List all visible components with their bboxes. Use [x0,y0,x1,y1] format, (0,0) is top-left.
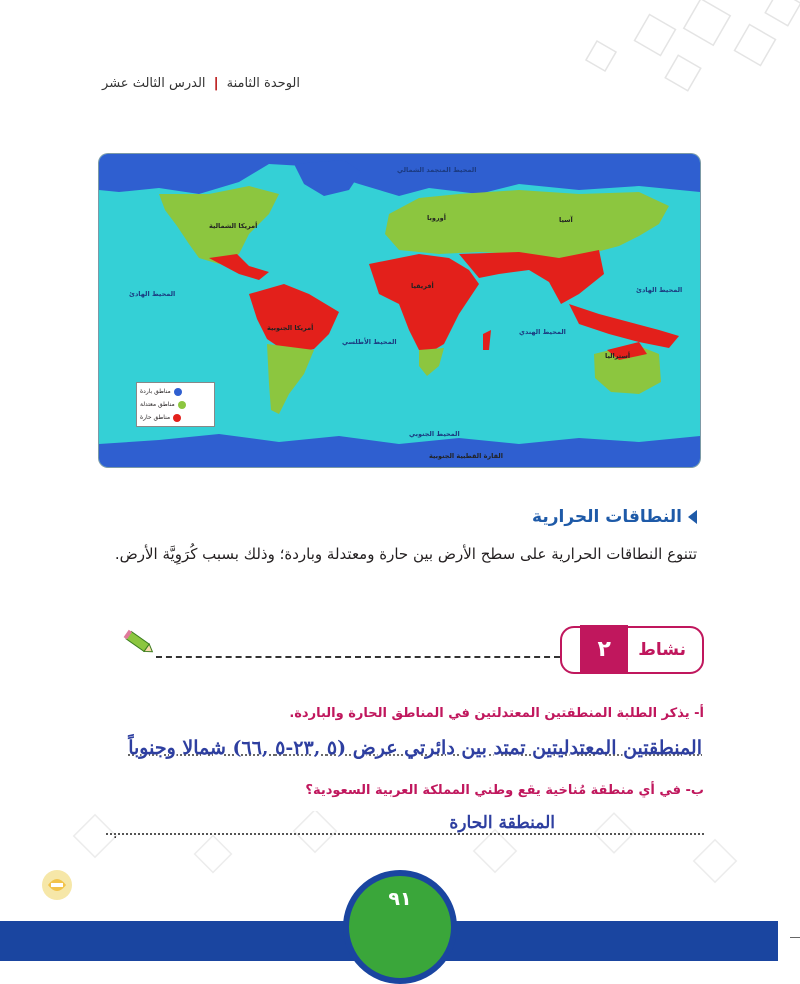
label-arctic-ocean: المحيط المتجمد الشمالي [397,166,477,174]
label-south-america: أمريكا الجنوبية [267,324,314,332]
label-pacific-ocean-east: المحيط الهادئ [636,286,683,294]
publisher-logo-icon [40,868,74,902]
heading-arrow-icon [688,510,697,524]
world-climate-map [99,154,700,467]
legend-dot [173,414,181,422]
lesson-title: الدرس الثالث عشر [102,76,206,91]
pencil-icon [122,628,156,658]
label-europe: أوروبا [427,214,446,222]
decorative-pattern [470,0,800,110]
running-header [102,76,300,91]
activity-number: ٢ [580,625,628,673]
map-legend [136,382,215,427]
answer-b: المنطقة الحارة [449,813,555,833]
section-title: النطاقات الحرارية [532,507,682,527]
label-australia: أستراليا [605,352,631,360]
section-heading [532,507,697,527]
dashed-divider [156,656,560,658]
activity-box [560,626,704,674]
legend-label: مناطق باردة [140,388,171,395]
label-africa: أفريقيا [411,282,434,290]
legend-label: مناطق معتدلة [140,401,175,408]
page-number: ٩١ [388,888,412,910]
crop-mark [790,937,800,938]
answer-a: المنطقتين المعتدليتين تمتد بين دائرتي عرض (٥ ,٢٣-٥ ,٦٦) شمالا وجنوباً [128,737,702,759]
label-asia: آسيا [559,216,573,224]
legend-dot [178,401,186,409]
answer-line-end: . [113,826,118,842]
label-pacific-ocean-west: المحيط الهادئ [129,290,176,298]
legend-item-hot [140,411,211,424]
legend-item-cold [140,385,211,398]
question-b: ب- في أي منطقة مُناخية يقع وطني المملكة العربية السعودية؟ [305,783,704,798]
label-southern-ocean: المحيط الجنوبي [409,430,460,438]
legend-item-temperate [140,398,211,411]
header-separator: | [213,76,219,91]
question-a: أ- يذكر الطلبة المنطقتين المعتدلتين في المناطق الحارة والباردة. [289,706,704,721]
label-north-america: أمريكا الشمالية [209,222,258,230]
unit-title: الوحدة الثامنة [226,76,300,91]
legend-dot [174,388,182,396]
answer-line [106,833,704,835]
label-antarctica: القارة القطبية الجنوبية [429,452,503,460]
activity-label: نشاط [638,640,686,660]
section-paragraph: تتنوع النطاقات الحرارية على سطح الأرض بين حارة ومعتدلة وباردة؛ وذلك بسبب كُرَوِيَّة الأرض. [114,545,697,563]
label-atlantic-ocean: المحيط الأطلسي [342,338,397,346]
label-indian-ocean: المحيط الهندي [519,328,566,336]
legend-label: مناطق حارة [140,414,171,421]
